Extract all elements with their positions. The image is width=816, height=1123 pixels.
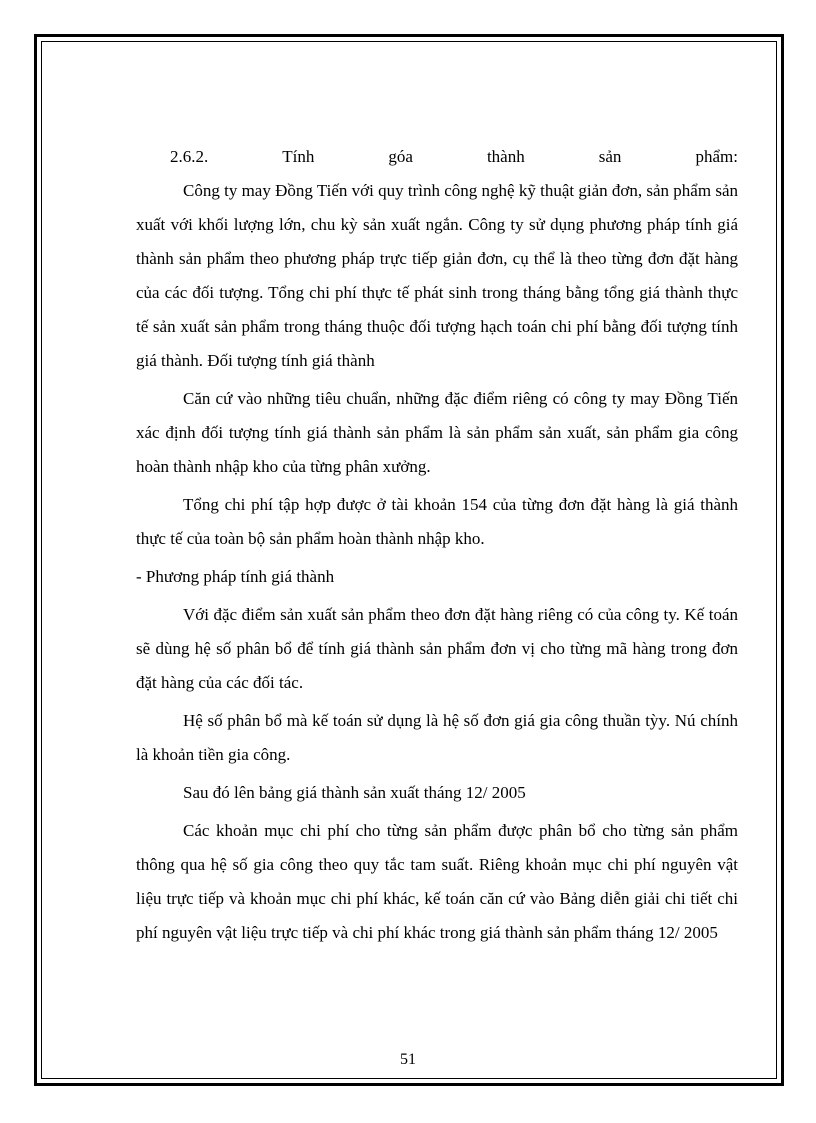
paragraph-overview: Công ty may Đồng Tiến với quy trình công nghệ kỹ thuật giản đơn, sản phẩm sản xuất với khối lượng lớn, chu kỳ sản xuất ngắn. Công ty sử dụng phương pháp tính giá thành sản phẩm theo phương pháp trực tiếp giản đơn, cụ thể là theo từng đơn đặt hàng của các đối tượng. Tổng chi phí thực tế phát sinh trong tháng bằng tổng giá thành thực tế sản xuất sản phẩm trong tháng thuộc đối tượng hạch toán chi phí bằng đối tượng tính giá thành. Đối tượng tính giá thành <box>136 181 738 370</box>
document-body <box>136 140 738 950</box>
paragraph-cost-items: Các khoản mục chi phí cho từng sản phẩm được phân bổ cho từng sản phẩm thông qua hệ số gia công theo quy tắc tam suất. Riêng khoản mục chi phí nguyên vật liệu trực tiếp và khoản mục chi phí khác, kế toán căn cứ vào Bảng diễn giải chi tiết chi phí nguyên vật liệu trực tiếp và chi phí khác trong giá thành sản phẩm tháng 12/ 2005 <box>136 821 738 942</box>
paragraph-allocation: Với đặc điểm sản xuất sản phẩm theo đơn đặt hàng riêng có của công ty. Kế toán sẽ dùng hệ số phân bổ để tính giá thành sản phẩm đơn vị cho từng mã hàng trong đơn đặt hàng của các đối tác. <box>136 605 738 692</box>
heading-word: phẩm: <box>695 147 738 166</box>
page-number: 51 <box>400 1051 416 1068</box>
heading-word: góa <box>388 147 413 166</box>
paragraph-account-154: Tổng chi phí tập hợp được ở tài khoản 154 của từng đơn đặt hàng là giá thành thực tế của toàn bộ sản phẩm hoàn thành nhập kho. <box>136 495 738 548</box>
paragraph-coefficient: Hệ số phân bổ mà kế toán sử dụng là hệ số đơn giá gia công thuần tỳy. Nú chính là khoản tiền gia công. <box>136 711 738 764</box>
paragraph-cost-table: Sau đó lên bảng giá thành sản xuất tháng 12/ 2005 <box>183 783 526 802</box>
heading-word: Tính <box>282 147 315 166</box>
heading-word: thành <box>486 147 525 166</box>
section-heading <box>136 140 738 174</box>
heading-word: 2.6.2. <box>170 147 209 166</box>
paragraph-cost-object: Căn cứ vào những tiêu chuẩn, những đặc điểm riêng có công ty may Đồng Tiến xác định đối tượng tính giá thành sản phẩm là sản phẩm sản xuất, sản phẩm gia công hoàn thành nhập kho của từng phân xưởng. <box>136 389 738 476</box>
paragraph-method-title: - Phương pháp tính giá thành <box>136 567 335 586</box>
heading-word: sản <box>598 147 622 166</box>
